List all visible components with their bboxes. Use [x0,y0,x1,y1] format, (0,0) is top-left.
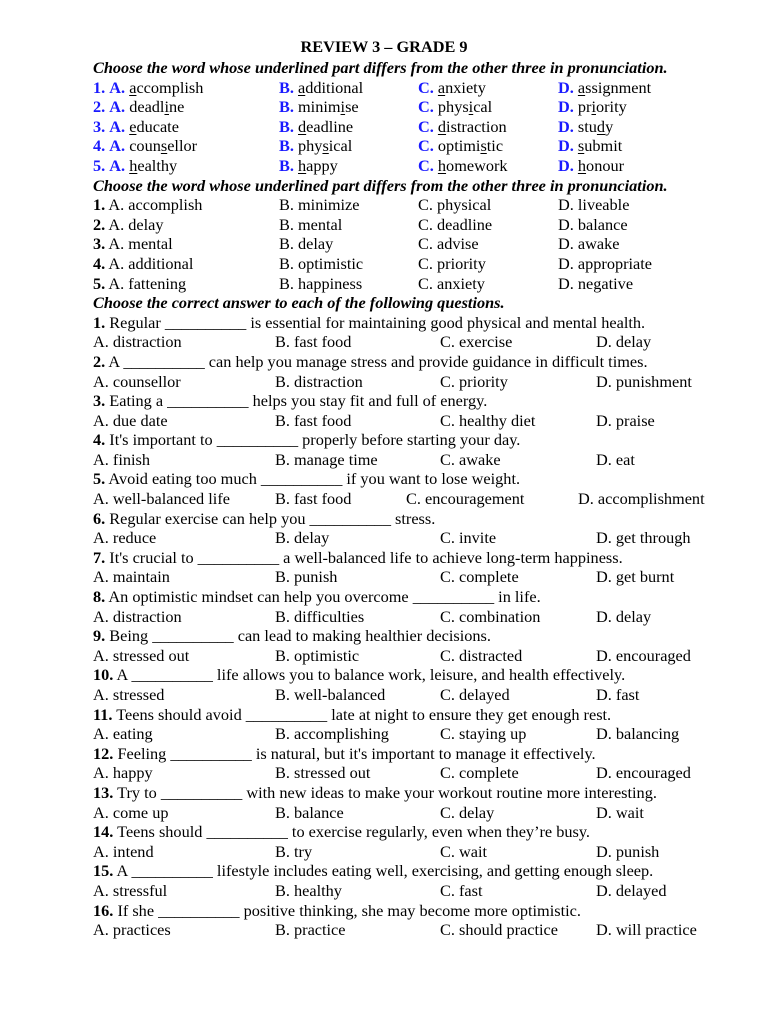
underlined-part: h [577,155,587,175]
underlined-part: i [468,97,474,117]
option [558,136,622,156]
option-letter: A. [109,136,126,156]
question-number: 16. [93,900,114,920]
option [558,254,652,274]
section2-item [93,215,733,235]
option-text: D. liveable [558,195,630,215]
question-number: 15. [93,861,114,881]
option [93,195,202,215]
worksheet-content [93,58,733,940]
answer-options [93,332,733,352]
option [93,156,177,176]
option [93,78,203,98]
option [418,195,491,215]
answer-option: D. wait [596,802,644,822]
question-number: 1. [93,312,106,332]
section1-items [93,78,733,176]
question-number: 14. [93,822,114,842]
section1-instruction: Choose the word whose underlined part differs from the other three in pronunciation. [93,58,668,77]
answer-option: C. fast [440,880,483,900]
section3-questions [93,313,733,940]
answer-options [93,803,733,823]
answer-option: D. delay [596,606,652,626]
question [93,665,733,685]
answer-option: C. delayed [440,685,510,704]
answer-option: D. praise [596,410,655,430]
item-number: 2. [93,214,106,234]
answer-options [93,646,733,666]
question-text: An optimistic mindset can help you overcome __________ in life. [108,587,541,607]
section2-item [93,274,733,294]
answer-option: A. stressed [93,685,165,704]
option-letter: A. [109,116,126,136]
answer-option: A. stressed out [93,645,190,665]
section2-item [93,254,733,274]
answer-option: B. try [275,841,313,861]
question-number: 10. [93,665,114,685]
answer-option: B. stressed out [275,763,371,783]
option-letter: A. [109,155,126,175]
section2-item [93,234,733,254]
option-text: C. priority [418,253,486,273]
answer-option: C. healthy diet [440,410,536,430]
option-text: B. mental [279,214,343,234]
option-letter: D. [558,155,574,175]
option-letter: D. [558,97,574,117]
option [418,215,492,235]
option [558,274,633,294]
answer-option: C. priority [440,371,508,391]
option-text: A. delay [108,214,164,234]
option [418,234,479,254]
underlined-part: s [160,136,168,156]
option-letter: B. [279,116,294,136]
option-text: D. balance [558,214,628,234]
answer-option: B. fast food [275,332,352,352]
option [279,254,363,274]
answer-option: D. balancing [596,724,680,744]
option-text: A. additional [108,253,194,273]
word-prefix: coun [129,136,161,156]
underlined-part: s [577,136,585,156]
option [558,117,613,137]
option-letter: C. [418,97,434,117]
word-suffix: nxiety [445,77,486,97]
answer-option: A. reduce [93,528,157,548]
option-text: C. physical [418,195,492,215]
word-prefix: pr [577,97,592,117]
option-letter: D. [558,116,574,136]
option [418,97,492,117]
item-number: 5. [93,273,106,293]
question [93,822,733,842]
question-text: Regular exercise can help you __________ stress. [109,508,436,528]
option [93,234,173,254]
answer-option: D. delayed [596,880,667,900]
option [279,136,352,156]
answer-option: D. fast [596,685,640,704]
option-letter: B. [279,136,294,156]
answer-options [93,607,733,627]
underlined-part: s [322,136,329,156]
option [558,215,628,235]
option [93,97,184,117]
section2-items [93,195,733,293]
word-suffix: ubmit [584,136,623,156]
option-text: B. delay [279,234,334,254]
option [93,117,179,137]
answer-option: A. intend [93,841,154,861]
option-text: B. optimistic [279,253,364,273]
option [418,156,508,176]
underlined-part: a [129,77,137,97]
answer-option: D. encouraged [596,645,691,665]
answer-option: D. will practice [596,920,697,940]
option-letter: C. [418,136,434,156]
question-text: Avoid eating too much __________ if you want to lose weight. [108,469,521,489]
section1-item [93,156,733,176]
answer-option: C. delay [440,802,495,822]
option [93,274,186,294]
option-text: A. fattening [108,273,187,293]
page-title: REVIEW 3 – GRADE 9 [300,37,468,56]
answer-option: A. due date [93,410,168,430]
answer-option: B. delay [275,528,330,548]
word-suffix: ority [596,97,627,117]
option [418,274,485,294]
option [418,78,486,98]
word-suffix: cal [473,97,493,117]
answer-option: C. encouragement [406,489,525,509]
answer-option: D. eat [596,449,635,469]
option-text: B. happiness [279,273,363,293]
underlined-part: i [340,97,346,117]
item-number: 1. [93,195,106,215]
option [279,97,359,117]
question [93,352,733,372]
item-number: 1. [93,77,106,97]
section2-item [93,195,733,215]
question-number: 8. [93,587,106,607]
answer-option: A. counsellor [93,371,181,391]
answer-option: C. distracted [440,645,523,665]
answer-option: C. wait [440,841,488,861]
option [93,254,193,274]
answer-option: B. distraction [275,371,363,391]
option [93,136,197,156]
answer-option: B. accomplishing [275,724,389,744]
question-number: 3. [93,391,106,411]
section1-item [93,97,733,117]
answer-option: C. invite [440,528,497,548]
question-number: 5. [93,469,106,489]
underlined-part: h [129,155,138,175]
option [558,78,651,98]
answer-options [93,450,733,470]
answer-option: D. delay [596,332,652,352]
underlined-part: i [591,97,596,117]
option-text: C. anxiety [418,273,485,293]
question-number: 2. [93,351,106,371]
word-suffix: ne [169,97,185,117]
question-text: A __________ can help you manage stress and provide guidance in difficult times. [108,351,648,371]
question-number: 11. [93,704,113,724]
answer-option: D. get through [596,528,691,548]
underlined-part: h [437,155,447,175]
option-letter: D. [558,77,574,97]
answer-option: A. eating [93,724,153,744]
option-text: C. deadline [418,214,493,234]
option-text: C. advise [418,234,479,254]
underlined-part: a [298,77,306,97]
underlined-part: h [298,155,307,175]
answer-option: B. healthy [275,880,342,900]
word-suffix: omework [446,155,508,175]
option [279,274,362,294]
option-letter: D. [558,136,574,156]
option-letter: A. [109,77,126,97]
question [93,430,733,450]
word-suffix: ssignment [585,77,652,97]
question-text: It's important to __________ properly before starting your day. [109,430,521,450]
question-number: 13. [93,782,114,802]
item-number: 2. [93,97,106,117]
question [93,861,733,881]
question-text: Try to __________ with new ideas to make your workout routine more interesting. [117,782,657,802]
answer-option: B. practice [275,920,346,940]
answer-options [93,724,733,744]
underlined-part: s [480,136,487,156]
item-number: 4. [93,253,106,273]
option-letter: C. [418,77,434,97]
question [93,548,733,568]
question-text: It's crucial to __________ a well-balanced life to achieve long-term happiness. [109,547,623,567]
answer-option: B. fast food [275,410,352,430]
option-letter: A. [109,97,126,117]
answer-options [93,372,733,392]
question-text: Being __________ can lead to making healthier decisions. [109,626,491,646]
option-text: D. negative [558,273,634,293]
answer-option: A. practices [93,920,171,940]
option [558,195,629,215]
answer-option: D. encouraged [596,763,691,783]
answer-option: B. fast food [275,489,352,509]
underlined-part: a [577,77,586,97]
word-suffix: ducate [136,116,179,136]
question [93,313,733,333]
underlined-part: i [164,97,169,117]
option [558,234,619,254]
question [93,744,733,764]
answer-options [93,685,733,705]
option [418,136,503,156]
answer-options [93,489,733,509]
question [93,626,733,646]
answer-option: B. well-balanced [275,685,386,704]
word-suffix: ealthy [137,155,178,175]
option-text: A. accomplish [108,195,203,215]
underlined-part: e [129,116,137,136]
word-suffix: istraction [446,116,507,136]
item-number: 3. [93,234,106,254]
word-suffix: tic [486,136,504,156]
option [279,78,363,98]
question-number: 9. [93,626,106,646]
answer-options [93,567,733,587]
answer-option: D. get burnt [596,567,675,587]
answer-option: C. awake [440,449,501,469]
question-number: 6. [93,508,106,528]
answer-option: B. difficulties [275,606,365,626]
answer-option: B. manage time [275,449,378,469]
option-letter: B. [279,77,294,97]
question-text: A __________ life allows you to balance work, leisure, and health effectively. [116,665,626,685]
answer-option: A. distraction [93,332,182,352]
question [93,705,733,725]
question-text: Eating a __________ helps you stay fit and full of energy. [109,391,488,411]
word-suffix: appy [306,155,338,175]
answer-option: B. balance [275,802,344,822]
answer-option: C. complete [440,567,519,587]
answer-options [93,920,733,940]
option [279,215,342,235]
answer-option: C. staying up [440,724,527,744]
item-number: 5. [93,155,106,175]
question-text: Feeling __________ is natural, but it's important to manage it effectively. [117,743,596,763]
option-letter: B. [279,97,294,117]
question-number: 4. [93,430,106,450]
option [93,215,164,235]
word-prefix: optimi [437,136,481,156]
answer-option: B. optimistic [275,645,360,665]
word-suffix: eadline [306,116,354,136]
answer-options [93,763,733,783]
word-suffix: ellor [167,136,198,156]
answer-option: A. come up [93,802,169,822]
question-text: Teens should avoid __________ late at night to ensure they get enough rest. [116,704,612,724]
answer-options [93,411,733,431]
question-text: If she __________ positive thinking, she may become more optimistic. [117,900,581,920]
answer-option: A. stressful [93,880,168,900]
question-text: Regular __________ is essential for maintaining good physical and mental health. [109,312,646,332]
option [558,97,627,117]
answer-options [93,842,733,862]
answer-option: A. well-balanced life [93,489,230,509]
word-prefix: phy [298,136,323,156]
option-text: A. mental [108,234,173,254]
word-suffix: se [345,97,359,117]
word-prefix: stu [577,116,597,136]
option-letter: B. [279,155,294,175]
answer-option: D. punishment [596,371,692,391]
item-number: 4. [93,136,106,156]
question [93,509,733,529]
question-text: Teens should __________ to exercise regularly, even when they’re busy. [117,822,590,842]
option-text: B. minimize [279,195,360,215]
option [279,117,353,137]
section1-item [93,117,733,137]
option [279,195,360,215]
word-suffix: dditional [305,77,364,97]
underlined-part: d [596,116,606,136]
question-text: A __________ lifestyle includes eating well, exercising, and getting enough sleep. [116,861,654,881]
question [93,783,733,803]
answer-option: A. finish [93,449,150,469]
option [418,117,507,137]
answer-option: A. happy [93,763,153,783]
section3-instruction: Choose the correct answer to each of the following questions. [93,293,505,313]
answer-option: B. punish [275,567,338,587]
answer-option: D. accomplishment [578,489,705,509]
option [558,156,624,176]
question [93,587,733,607]
option-text: D. appropriate [558,253,653,273]
section2-instruction: Choose the word whose underlined part differs from the other three in pronunciation. [93,175,668,195]
answer-option: D. punish [596,841,660,861]
answer-options [93,881,733,901]
option-letter: C. [418,155,434,175]
answer-options [93,528,733,548]
underlined-part: d [298,116,307,136]
option [279,156,338,176]
word-suffix: onour [586,155,625,175]
section1-item [93,136,733,156]
section1-item [93,78,733,98]
underlined-part: a [437,77,446,97]
underlined-part: d [437,116,447,136]
word-prefix: deadl [129,97,165,117]
answer-option: C. should practice [440,920,559,940]
option-letter: C. [418,116,434,136]
answer-option: C. exercise [440,332,513,352]
question-number: 12. [93,743,114,763]
item-number: 3. [93,116,106,136]
option [418,254,486,274]
question [93,901,733,921]
answer-option: C. combination [440,606,541,626]
answer-option: A. distraction [93,606,182,626]
answer-option: C. complete [440,763,519,783]
word-prefix: minim [298,97,341,117]
option [279,234,333,254]
question [93,391,733,411]
word-prefix: phys [437,97,469,117]
option-text: D. awake [558,234,620,254]
word-suffix: ccomplish [136,77,204,97]
word-suffix: ical [328,136,353,156]
word-suffix: y [605,116,614,136]
question [93,469,733,489]
question-number: 7. [93,547,106,567]
answer-option: A. maintain [93,567,170,587]
